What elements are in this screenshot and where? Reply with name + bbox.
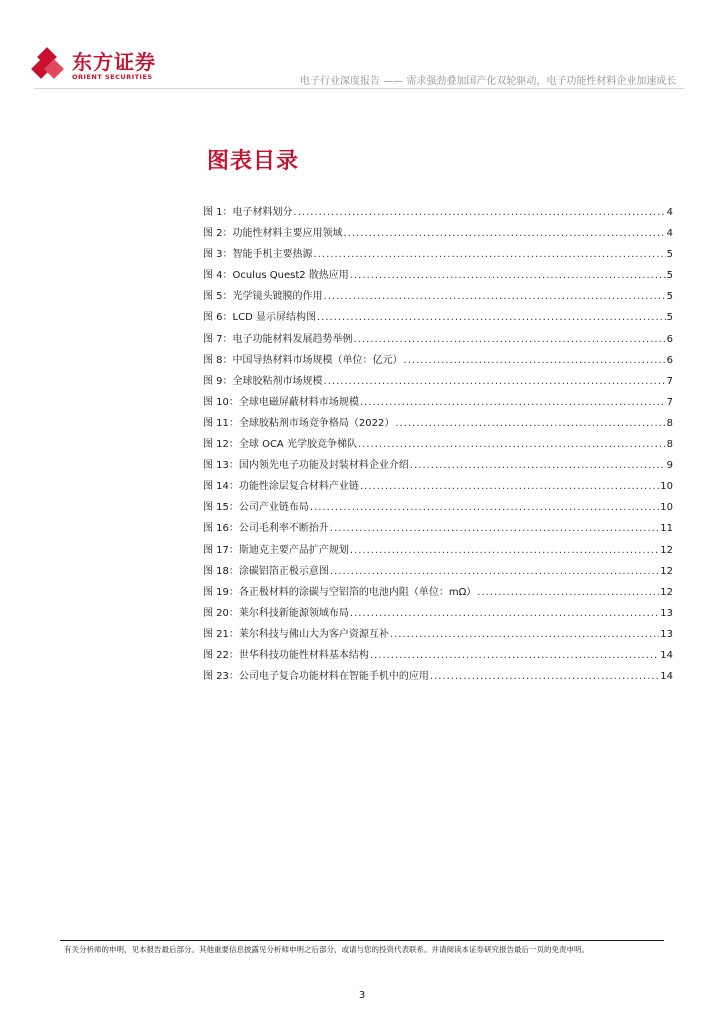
- toc-entry[interactable]: [203, 371, 673, 392]
- toc-entry-page: 11: [660, 523, 673, 535]
- toc-entry[interactable]: [203, 307, 673, 328]
- brand-logo: [34, 50, 156, 82]
- toc-entry[interactable]: [203, 518, 673, 539]
- toc-entry-label: 图 5：光学镜头镀膜的作用: [203, 291, 323, 303]
- toc-entry-page: 13: [660, 628, 673, 640]
- toc-entry-label: 图 14：功能性涂层复合材料产业链: [203, 481, 359, 493]
- toc-entry-leader: [324, 286, 666, 307]
- toc-entry-page: 9: [666, 460, 673, 472]
- toc-entry-page: 6: [666, 333, 673, 345]
- toc-entry-page: 7: [666, 396, 673, 408]
- toc-entry-label: 图 1：电子材料划分: [203, 207, 293, 218]
- toc-entry-leader: [358, 434, 666, 455]
- toc-entry-label: 图 18：涂碳铝箔正极示意图: [203, 565, 329, 577]
- toc-entry-leader: [314, 244, 666, 265]
- toc-entry-leader: [404, 350, 666, 371]
- toc-entry-page: 8: [666, 439, 673, 451]
- toc-entry-label: 图 11：全球胶粘剂市场竞争格局（2022）: [203, 417, 395, 429]
- toc-entry-page: 10: [660, 502, 673, 514]
- toc-entry[interactable]: [203, 265, 673, 286]
- brand-wordmark: [72, 51, 156, 82]
- toc-title: 图表目录: [207, 149, 300, 174]
- toc-entry-label: 图 4：Oculus Quest2 散热应用: [203, 270, 349, 282]
- toc-entry-label: 图 23：公司电子复合功能材料在智能手机中的应用: [203, 671, 429, 683]
- toc-entry-label: 图 9：全球胶粘剂市场规模: [203, 375, 323, 387]
- toc-entry[interactable]: [203, 603, 673, 624]
- toc-entry[interactable]: [203, 666, 673, 687]
- toc-entry[interactable]: [203, 624, 673, 645]
- toc-entry-label: 图 22：世华科技功能性材料基本结构: [203, 649, 369, 661]
- toc-entry-label: 图 17：斯迪克主要产品扩产规划: [203, 544, 349, 556]
- toc-entry-leader: [344, 223, 666, 244]
- footer-disclaimer: 有关分析师的申明，见本报告最后部分。其他重要信息披露见分析师申明之后部分，或请与您的投资代表联系。并请阅读本证券研究报告最后一页的免责申明。: [64, 945, 589, 954]
- toc-entry-label: 图 19：各正极材料的涂碳与空铝箔的电池内阻（单位：mΩ）: [203, 586, 477, 598]
- toc-entry-leader: [330, 561, 659, 582]
- toc-entry-leader: [354, 329, 666, 350]
- toc-entry[interactable]: [203, 561, 673, 582]
- toc-entry-leader: [317, 307, 666, 328]
- toc-entry-page: 5: [666, 312, 673, 324]
- page-number: 3: [358, 990, 366, 1001]
- toc-entry-label: 图 8：中国导热材料市场规模（单位：亿元）: [203, 354, 403, 366]
- toc-entry-page: 5: [666, 270, 673, 282]
- toc-entry-leader: [350, 265, 666, 286]
- toc-entry-page: 12: [660, 544, 673, 556]
- brand-name-en: ORIENT SECURITIES: [72, 72, 153, 81]
- toc-entry[interactable]: [203, 582, 673, 603]
- toc-entry-leader: [390, 624, 659, 645]
- toc-entry[interactable]: [203, 645, 673, 666]
- toc-entry-leader: [294, 202, 666, 223]
- toc-entry[interactable]: [203, 540, 673, 561]
- toc-entry-label: 图 15：公司产业链布局: [203, 502, 309, 514]
- toc-entry-leader: [395, 413, 665, 434]
- toc-entry-label: 图 6：LCD 显示屏结构图: [203, 312, 316, 324]
- toc-entry-page: 12: [660, 565, 673, 577]
- toc-entry-page: 14: [660, 649, 673, 661]
- toc-entry-leader: [350, 540, 659, 561]
- footer-divider: [60, 940, 664, 941]
- toc-entry-label: 图 21：莱尔科技与佛山大为客户资源互补: [203, 628, 389, 640]
- toc-entry-label: 图 3：智能手机主要热源: [203, 249, 313, 261]
- toc-list: [203, 202, 673, 687]
- toc-entry-page: 10: [660, 481, 673, 493]
- toc-entry-label: 图 16：公司毛利率不断抬升: [203, 523, 329, 535]
- toc-entry[interactable]: [203, 244, 673, 265]
- toc-entry-label: 图 10：全球电磁屏蔽材料市场规模: [203, 396, 359, 408]
- brand-name-cn: 东方证券: [72, 49, 156, 74]
- toc-entry-page: 8: [666, 417, 673, 429]
- toc-entry-page: 4: [666, 228, 673, 240]
- toc-entry[interactable]: [203, 286, 673, 307]
- toc-entry-page: 5: [666, 291, 673, 303]
- toc-entry-page: 12: [660, 586, 673, 598]
- report-header-title: 电子行业深度报告 —— 需求强劲叠加国产化双轮驱动，电子功能性材料企业加速成长: [300, 76, 677, 87]
- toc-entry-label: 图 2：功能性材料主要应用领域: [203, 228, 343, 240]
- toc-entry-leader: [360, 476, 659, 497]
- toc-entry[interactable]: [203, 202, 673, 223]
- toc-entry-page: 14: [660, 671, 673, 683]
- toc-entry-leader: [477, 582, 659, 603]
- toc-entry-label: 图 13：国内领先电子功能及封装材料企业介绍: [203, 460, 409, 472]
- toc-entry[interactable]: [203, 413, 673, 434]
- toc-entry-page: 7: [666, 375, 673, 387]
- toc-entry-label: 图 20：莱尔科技新能源领域布局: [203, 607, 349, 619]
- toc-entry-leader: [350, 603, 659, 624]
- toc-entry-leader: [330, 518, 659, 539]
- toc-entry-leader: [430, 666, 659, 687]
- orient-logo-icon: [34, 50, 66, 82]
- toc-entry-label: 图 12：全球 OCA 光学胶竞争梯队: [203, 439, 357, 451]
- toc-entry-page: 5: [666, 249, 673, 261]
- toc-entry-leader: [360, 392, 666, 413]
- toc-entry[interactable]: [203, 497, 673, 518]
- toc-entry-label: 图 7：电子功能材料发展趋势举例: [203, 333, 353, 345]
- toc-entry-page: 6: [666, 354, 673, 366]
- toc-entry-leader: [370, 645, 659, 666]
- toc-entry[interactable]: [203, 434, 673, 455]
- toc-entry[interactable]: [203, 223, 673, 244]
- header-divider: [34, 88, 684, 89]
- toc-entry[interactable]: [203, 329, 673, 350]
- toc-entry[interactable]: [203, 476, 673, 497]
- toc-entry-leader: [410, 455, 666, 476]
- toc-entry-leader: [324, 371, 666, 392]
- toc-entry-leader: [310, 497, 659, 518]
- toc-entry[interactable]: [203, 392, 673, 413]
- toc-entry-page: 4: [666, 207, 673, 218]
- toc-entry[interactable]: [203, 350, 673, 371]
- toc-entry-page: 13: [660, 607, 673, 619]
- toc-entry[interactable]: [203, 455, 673, 476]
